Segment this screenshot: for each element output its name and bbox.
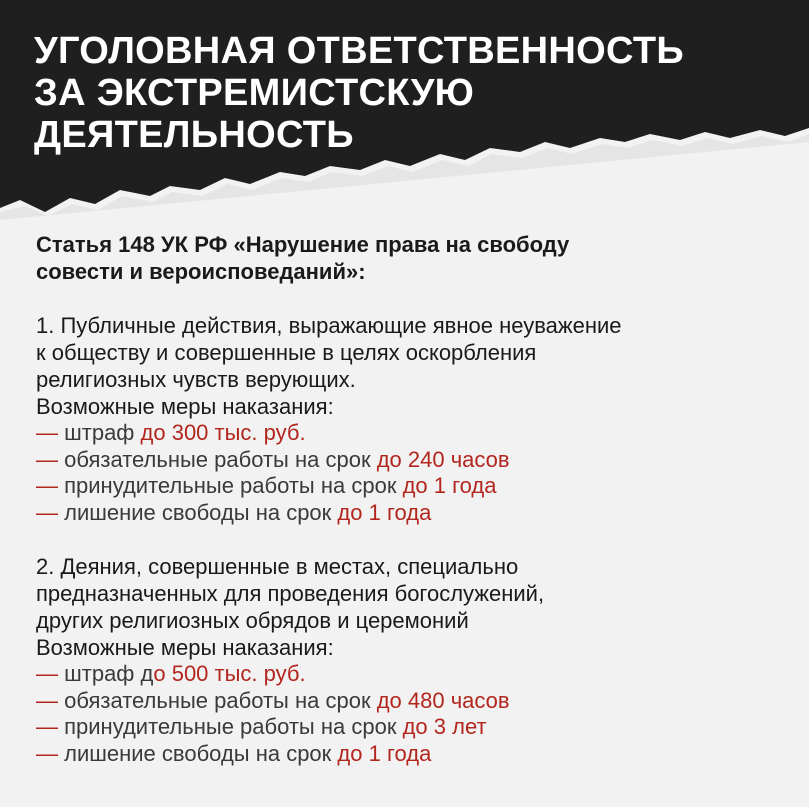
- penalty-amount: о 500 тыс. руб.: [153, 661, 306, 686]
- title-line: ЗА ЭКСТРЕМИСТСКУЮ: [34, 72, 475, 114]
- penalty-item: [36, 714, 776, 741]
- section-2: [36, 553, 776, 767]
- penalty-item: [36, 447, 776, 474]
- penalty-text: лишение свободы на срок: [58, 499, 338, 525]
- penalty-amount: до 1 года: [337, 499, 432, 525]
- penalty-amount: до 1 года: [402, 473, 497, 498]
- section-line: других религиозных обрядов и церемоний: [36, 608, 469, 633]
- penalty-text: обязательные работы на срок: [58, 446, 377, 472]
- section-line: религиозных чувств верующих.: [36, 367, 356, 392]
- penalty-text: принудительные работы на срок: [58, 473, 403, 498]
- article-heading-line: Статья 148 УК РФ «Нарушение права на свободу: [36, 232, 570, 257]
- section-line: 1. Публичные действия, выражающие явное неуважение: [36, 313, 622, 338]
- penalty-text: штраф д: [58, 661, 154, 686]
- section-line: 2. Деяния, совершенные в местах, специально: [36, 554, 519, 579]
- section-1: [36, 312, 776, 526]
- penalty-text: штраф: [58, 420, 141, 445]
- dash: —: [36, 473, 58, 498]
- penalty-amount: до 3 лет: [402, 714, 487, 739]
- penalty-item: [36, 473, 776, 500]
- title-line: УГОЛОВНАЯ ОТВЕТСТВЕННОСТЬ: [34, 30, 684, 72]
- article-heading-line: совести и вероисповеданий»:: [36, 259, 366, 284]
- dash: —: [36, 446, 58, 472]
- section-description: [36, 312, 776, 393]
- penalty-intro: Возможные меры наказания:: [36, 394, 334, 419]
- penalty-amount: до 1 года: [337, 740, 432, 766]
- dash: —: [36, 714, 58, 739]
- penalty-intro: Возможные меры наказания:: [36, 635, 334, 660]
- penalty-text: обязательные работы на срок: [58, 687, 377, 713]
- penalty-amount: до 480 часов: [376, 687, 510, 713]
- section-description: [36, 553, 776, 634]
- page-title: [34, 30, 684, 156]
- penalty-item: [36, 500, 776, 527]
- penalty-item: [36, 688, 776, 715]
- article-heading: [36, 231, 776, 285]
- dash: —: [36, 687, 58, 713]
- penalty-amount: до 240 часов: [376, 446, 510, 472]
- dash: —: [36, 499, 58, 525]
- title-line: ДЕЯТЕЛЬНОСТЬ: [34, 114, 354, 156]
- dash: —: [36, 740, 58, 766]
- penalty-text: лишение свободы на срок: [58, 740, 338, 766]
- penalty-text: принудительные работы на срок: [58, 714, 403, 739]
- section-line: к обществу и совершенные в целях оскорбления: [36, 340, 537, 365]
- dash: —: [36, 661, 58, 686]
- penalty-item: [36, 420, 776, 447]
- penalty-item: [36, 661, 776, 688]
- penalty-item: [36, 741, 776, 768]
- dash: —: [36, 420, 58, 445]
- article-content: [36, 231, 776, 767]
- section-line: предназначенных для проведения богослужений,: [36, 581, 545, 606]
- penalty-amount: до 300 тыс. руб.: [140, 420, 306, 445]
